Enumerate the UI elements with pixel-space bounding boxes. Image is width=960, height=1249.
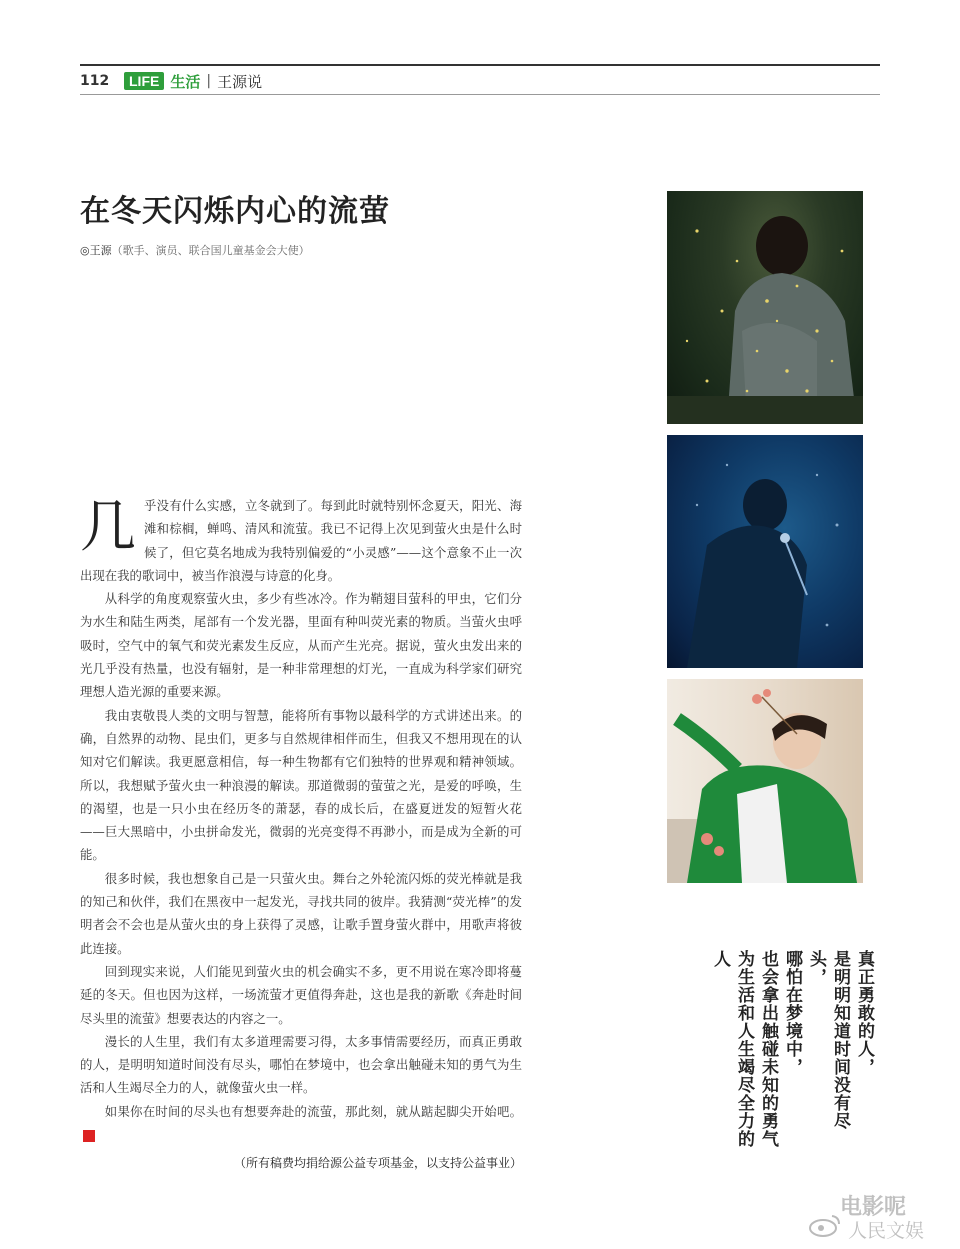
page-number: 112 [80, 73, 110, 89]
article-body [80, 494, 522, 1176]
watermark-line-1: 电影呢 [840, 1195, 907, 1220]
paragraph-2: 从科学的角度观察萤火虫，多少有些冰冷。作为鞘翅目萤科的甲虫，它们分为水生和陆生两类，尾部有一个发光器，里面有种叫荧光素的物质。当萤火虫呼吸时，空气中的氧气和荧光素发生反应，从而产生光亮。据说，萤火虫发出来的光几乎没有热量，也没有辐射，是一种非常理想的灯光，一直成为科学家们研究理想人造光源的重要来源。 [80, 591, 522, 700]
photo-fireflies-sitting [667, 191, 863, 424]
donation-note: （所有稿费均捐给源公益专项基金，以支持公益事业） [233, 1156, 522, 1171]
paragraph-5: 回到现实来说，人们能见到萤火虫的机会确实不多，更不用说在寒冷即将蔓延的冬天。但也因为这样，一场流萤才更值得奔赴，这也是我的新歌《奔赴时间尽头里的流萤》想要表达的内容之一。 [80, 963, 522, 1026]
paragraph-6: 漫长的人生里，我们有太多道理需要习得，太多事情需要经历，而真正勇敢的人，是明明知道时间没有尽头，哪怕在梦境中，也会拿出触碰未知的勇气为生活和人生竭尽全力的人，就像萤火虫一样。 [80, 1033, 522, 1096]
paragraph-7: 如果你在时间的尽头也有想要奔赴的流萤，那此刻，就从踮起脚尖开始吧。G [80, 1100, 522, 1147]
paragraph-3: 我由衷敬畏人类的文明与智慧，能将所有事物以最科学的方式讲述出来。的确，自然界的动物、昆虫们，更多与自然规律相伴而生，但我又不想用现在的认知对它们解读。我更愿意相信，每一种生物都有它们独特的世界观和精神领域。所以，我想赋予萤火虫一种浪漫的解读。那道微弱的萤萤之光，是爱的呼唤，生的渴望，也是一只小虫在经历冬的萧瑟，春的成长后，在盛夏迸发的短暂火花——巨大黑暗中，小虫拼命发光，微弱的光亮变得不再渺小，而是成为全新的可能。 [80, 707, 522, 863]
paragraph-4: 很多时候，我也想象自己是一只萤火虫。舞台之外轮流闪烁的荧光棒就是我的知己和伙伴，我们在黑夜中一起发光，寻找共同的彼岸。我猜测“荧光棒”的发明者会不会也是从萤火虫的身上获得了灵感，让歌手置身萤火群中，用歌声将彼此连接。 [80, 870, 522, 956]
pull-quote [708, 950, 876, 1160]
drop-cap: 几 [80, 495, 136, 560]
header-top-rule [80, 64, 880, 66]
header-separator: | [206, 73, 212, 89]
pull-quote-line-1: 真正勇敢的人， [854, 950, 874, 1076]
pull-quote-line-2: 是明明知道时间没有尽头， [806, 950, 850, 1130]
paragraph-1: 几乎没有什么实感，立冬就到了。每到此时就特别怀念夏天，阳光、海滩和棕榈，蝉鸣、清风和流萤。我已不记得上次见到萤火虫是什么时候了，但它莫名地成为我特别偏爱的“小灵感”——这个意象不止一次出现在我的歌词中，被当作浪漫与诗意的化身。 [80, 495, 522, 583]
end-mark-icon: G [83, 1130, 95, 1142]
byline-author: ◎王源 [80, 244, 112, 257]
byline [80, 242, 310, 258]
pull-quote-line-4: 也会拿出触碰未知的勇气 [758, 950, 778, 1148]
column-name: 王源说 [217, 72, 263, 91]
pull-quote-line-5: 为生活和人生竭尽全力的人 [710, 950, 754, 1148]
section-name: 生活 [170, 72, 201, 91]
life-badge: LIFE [124, 72, 164, 90]
pull-quote-line-3: 哪怕在梦境中， [782, 950, 802, 1076]
article-title: 在冬天闪烁内心的流萤 [80, 194, 390, 229]
byline-role: （歌手、演员、联合国儿童基金会大使） [111, 244, 310, 257]
weibo-icon [808, 1212, 842, 1238]
page-header [80, 68, 262, 94]
photo-green-suit [667, 679, 863, 883]
photo-stage-microphone [667, 435, 863, 668]
header-bottom-rule [80, 94, 880, 95]
watermark-line-2: 人民文娱 [848, 1220, 925, 1242]
